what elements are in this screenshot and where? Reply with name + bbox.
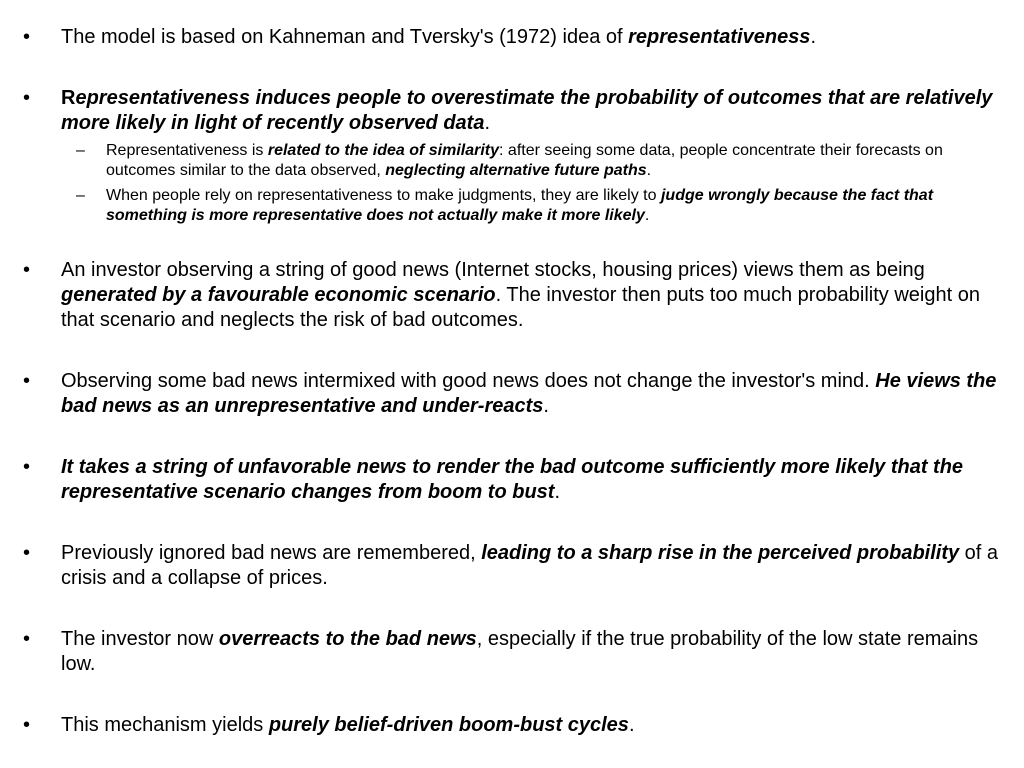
bullet-item xyxy=(23,369,1003,419)
bullet-marker: • xyxy=(23,26,31,48)
bullet-text-emphasis: leading to a sharp rise in the perceived probability xyxy=(481,542,960,564)
sub-bullet-text-emphasis: neglecting alternative future paths xyxy=(385,162,647,179)
bullet-marker: • xyxy=(23,456,31,478)
sub-bullet-marker: – xyxy=(76,187,85,204)
bullet-text-plain: . xyxy=(628,714,635,736)
bullet-marker: • xyxy=(23,628,31,650)
bullet-text xyxy=(61,369,1003,419)
bullet-marker: • xyxy=(23,259,31,281)
bullet-marker: • xyxy=(23,87,31,109)
sub-bullet-text-plain: When people rely on representativeness to make judgments, they are likely to xyxy=(106,187,661,204)
bullet-item xyxy=(23,258,1003,333)
bullet-text xyxy=(61,713,1003,738)
sub-bullet-text xyxy=(106,186,1006,226)
bullet-text-plain: of a crisis and a collapse of prices. xyxy=(61,542,999,589)
bullet-text-emphasis: purely belief-driven boom-bust cycles xyxy=(268,714,629,736)
bullet-text-plain: . xyxy=(554,481,561,503)
bullet-text xyxy=(61,86,1003,136)
bullet-marker: • xyxy=(23,542,31,564)
bullet-text-plain: . xyxy=(484,112,491,134)
bullet-item xyxy=(23,86,1003,136)
bullet-marker: • xyxy=(23,714,31,736)
bullet-text-plain: The investor now xyxy=(61,628,219,650)
bullet-text xyxy=(61,627,1003,677)
bullet-text-plain: . xyxy=(543,395,549,417)
bullet-text xyxy=(61,455,1003,505)
bullet-text xyxy=(61,541,1003,591)
bullet-text xyxy=(61,25,1003,50)
bullet-text-emphasis: representativeness xyxy=(628,26,811,48)
bullet-item xyxy=(23,627,1003,677)
sub-bullet-text-plain: . xyxy=(644,207,650,224)
bullet-text-emphasis: It takes a string of unfavorable news to render the bad outcome sufficiently more likely that the representative scenario changes from boom to bust xyxy=(61,456,964,503)
bullet-marker: • xyxy=(23,370,31,392)
bullet-text-plain: The model is based on Kahneman and Tversky's (1972) idea of xyxy=(61,26,629,48)
bullet-item xyxy=(23,455,1003,505)
bullet-text-plain: , especially if the true probability of the low state remains low. xyxy=(61,628,979,675)
sub-bullet-text-emphasis: related to the idea of similarity xyxy=(267,142,500,159)
bullet-text-emphasis: epresentativeness induces people to overestimate the probability of outcomes that are relatively more likely in light of recently observed data xyxy=(61,87,993,134)
bullet-text-plain: . xyxy=(810,26,816,48)
bullet-text-plain: . The investor then puts too much probability weight on that scenario and neglects the risk of bad outcomes. xyxy=(61,284,980,331)
bullet-text-plain: This mechanism yields xyxy=(61,714,269,736)
sub-bullet-text-plain: . xyxy=(646,162,652,179)
bullet-text-plain: An investor observing a string of good news (Internet stocks, housing prices) views them as being xyxy=(61,259,925,281)
sub-bullet-text-plain: : after seeing some data, people concentrate their forecasts on outcomes similar to the data observed, xyxy=(106,142,943,179)
sub-bullet-item xyxy=(76,186,1006,226)
sub-bullet-marker: – xyxy=(76,142,85,159)
sub-bullet-text-plain: Representativeness is xyxy=(106,142,268,159)
bullet-text-plain: Observing some bad news intermixed with good news does not change the investor's mind. xyxy=(61,370,876,392)
bullet-item xyxy=(23,713,1003,738)
bullet-text xyxy=(61,258,1003,333)
sub-bullet-text-emphasis: judge wrongly because the fact that something is more representative does not actually make it more likely xyxy=(106,187,934,224)
bullet-text-emphasis: generated by a favourable economic scenario xyxy=(61,284,496,306)
bullet-text-emphasis: He views the bad news as an unrepresentative and under-reacts xyxy=(61,370,997,417)
sub-bullet-text xyxy=(106,141,1006,181)
bullet-text-lead: R xyxy=(61,87,76,109)
bullet-text-plain: Previously ignored bad news are remembered, xyxy=(61,542,482,564)
bullet-item xyxy=(23,541,1003,591)
bullet-text-emphasis: overreacts to the bad news xyxy=(218,628,477,650)
bullet-item xyxy=(23,25,1003,50)
sub-bullet-item xyxy=(76,141,1006,181)
